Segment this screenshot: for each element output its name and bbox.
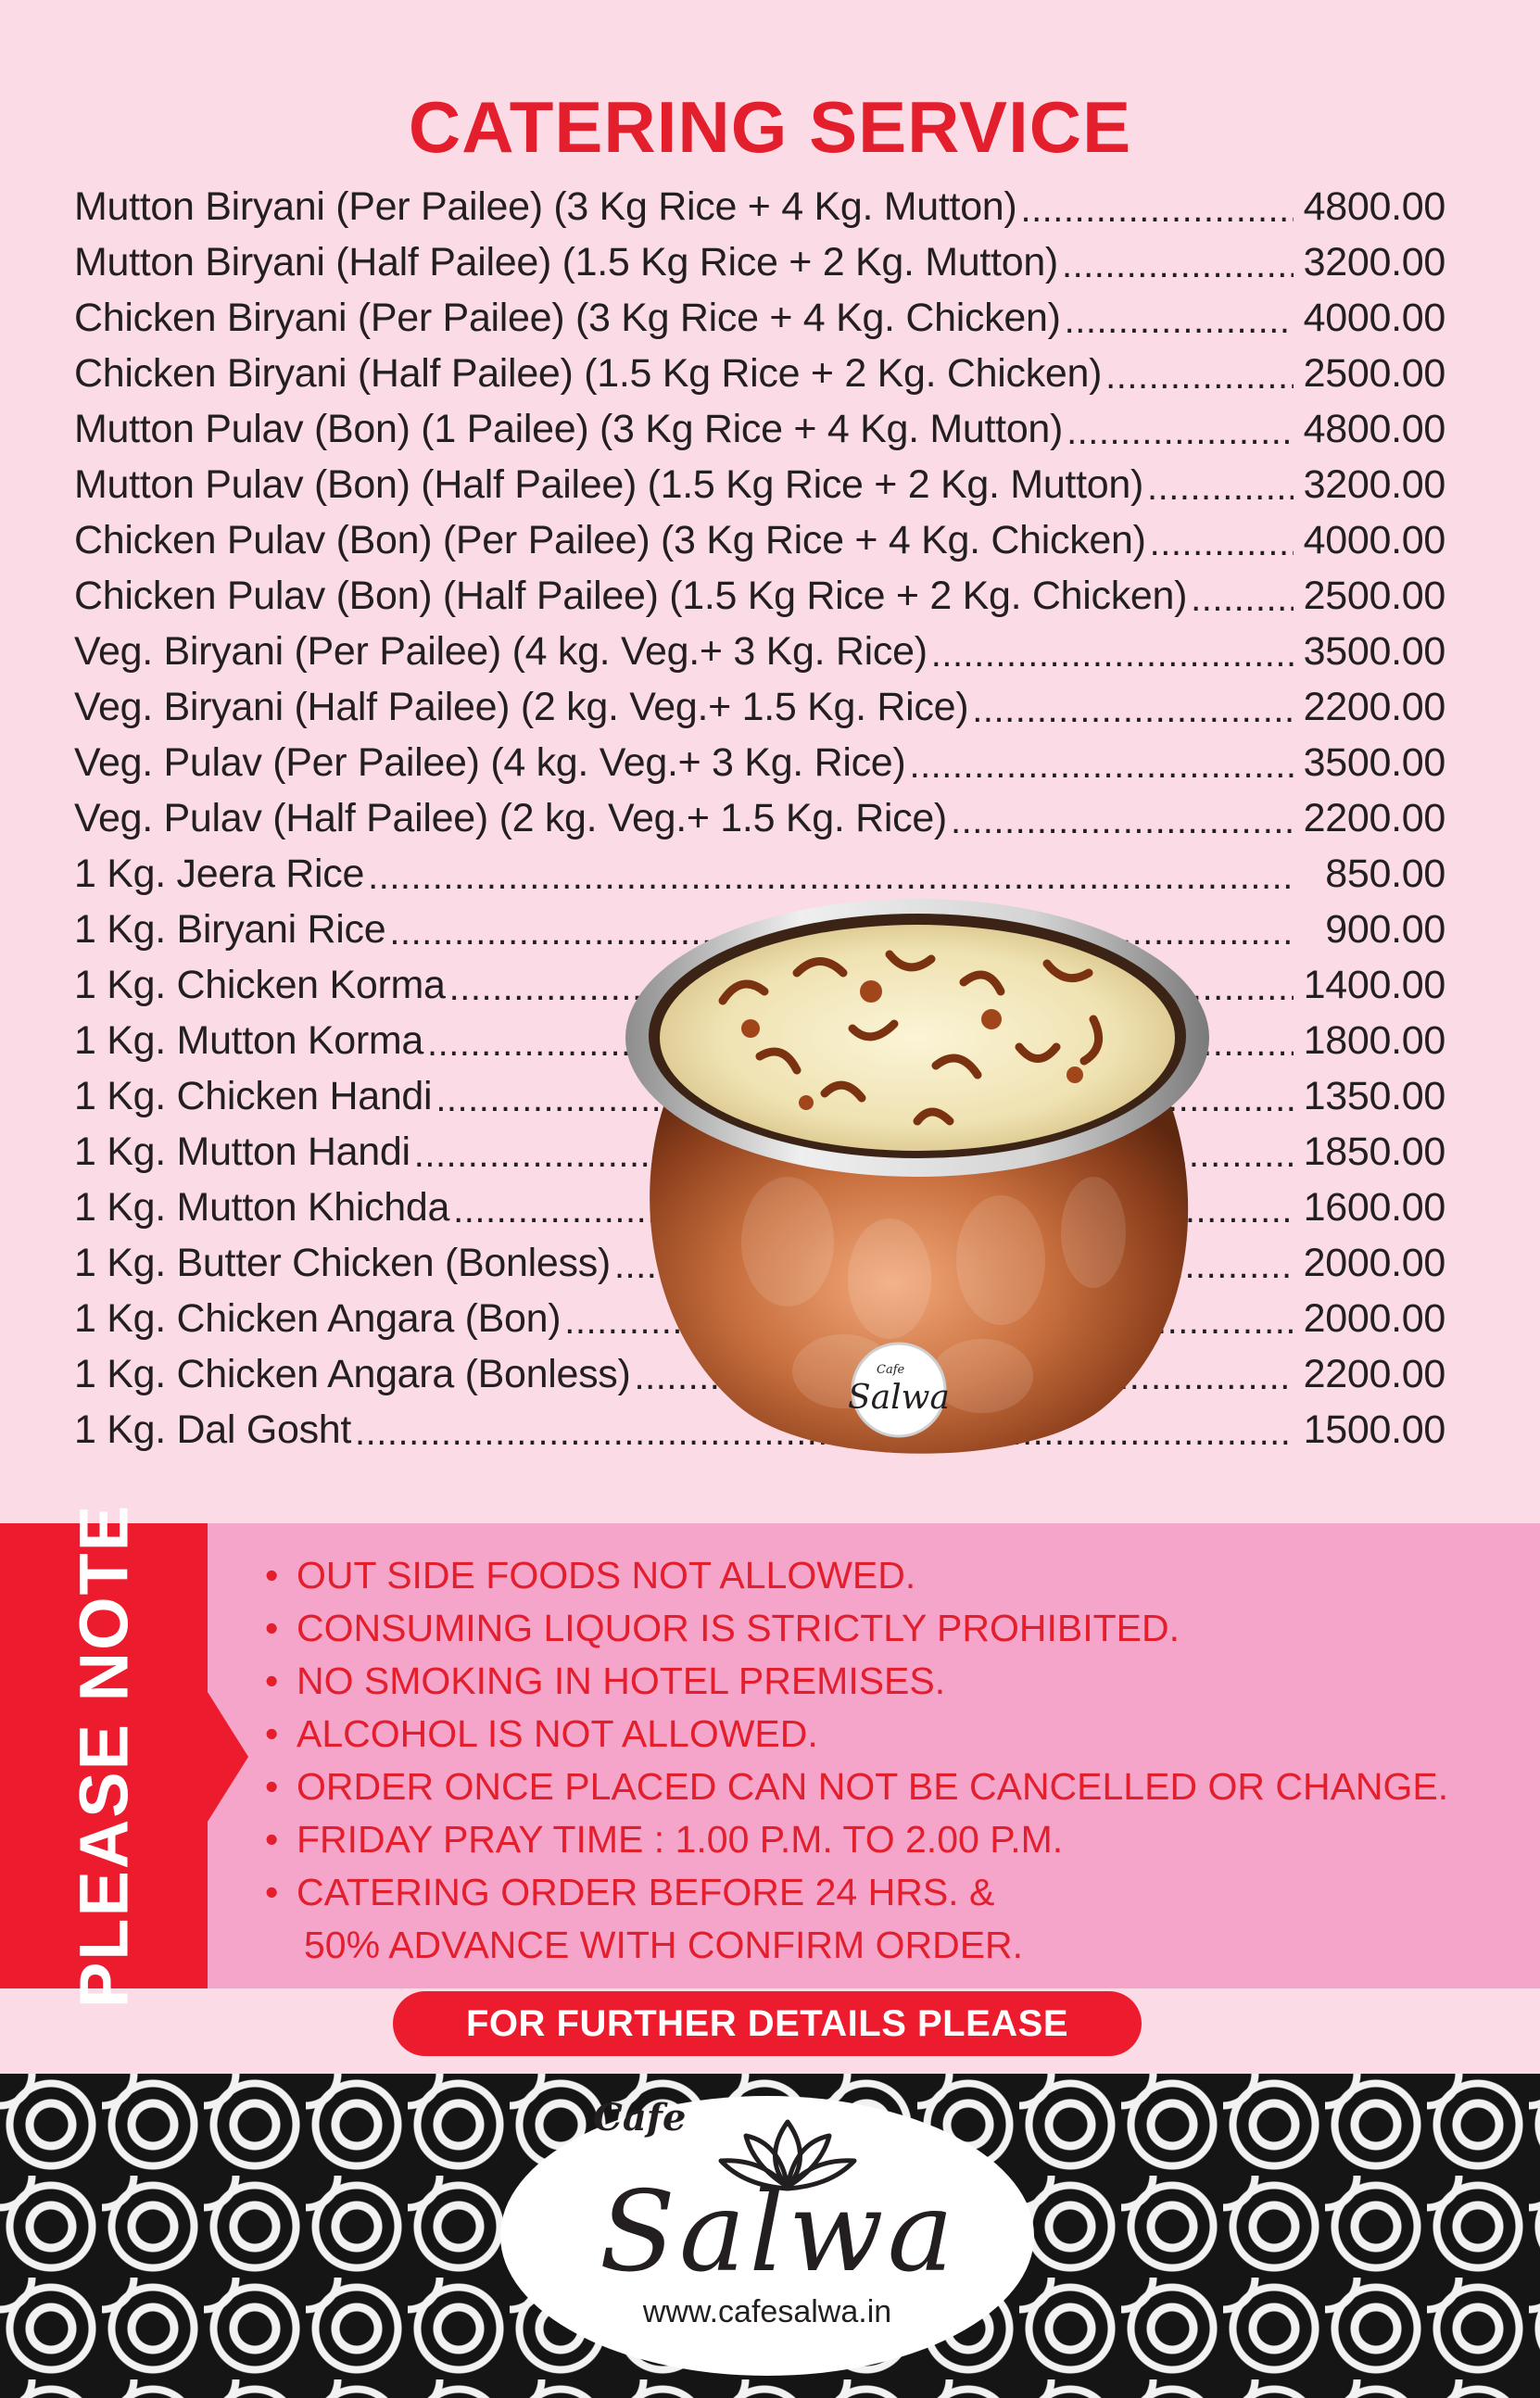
- menu-item: [74, 730, 1445, 786]
- menu-item-name: Mutton Biryani (Half Pailee) (1.5 Kg Rice + 2 Kg. Mutton): [74, 240, 1058, 284]
- menu-item-price: 4800.00: [1303, 407, 1445, 451]
- biryani-pot-image: [612, 890, 1223, 1483]
- menu-item: [74, 841, 1445, 897]
- menu-item-name: 1 Kg. Biryani Rice: [74, 907, 386, 952]
- rule-item: • FRIDAY PRAY TIME : 1.00 P.M. TO 2.00 P.M.: [265, 1813, 1448, 1866]
- menu-item-name: 1 Kg. Chicken Angara (Bonless): [74, 1352, 631, 1396]
- menu-item-price: 4000.00: [1303, 518, 1445, 562]
- rule-item: • ALCOHOL IS NOT ALLOWED.: [265, 1708, 1448, 1761]
- menu-item-name: 1 Kg. Mutton Khichda: [74, 1185, 450, 1230]
- rule-item: • ORDER ONCE PLACED CAN NOT BE CANCELLED OR CHANGE.: [265, 1761, 1448, 1813]
- menu-item: [74, 174, 1445, 230]
- menu-item-name: 1 Kg. Mutton Korma: [74, 1018, 424, 1063]
- menu-item: [74, 230, 1445, 285]
- menu-item-name: Chicken Pulav (Bon) (Per Pailee) (3 Kg Rice + 4 Kg. Chicken): [74, 518, 1146, 562]
- rules-list: [265, 1549, 1448, 1972]
- please-note-arrow: [208, 1692, 248, 1822]
- menu-item-price: 2000.00: [1303, 1241, 1445, 1285]
- menu-item-price: 2000.00: [1303, 1296, 1445, 1341]
- dot-leader: [951, 801, 1294, 841]
- menu-item-price: 3200.00: [1303, 240, 1445, 284]
- menu-item-price: 2200.00: [1303, 796, 1445, 840]
- dot-leader: [1147, 467, 1294, 508]
- menu-item-price: 2200.00: [1303, 1352, 1445, 1396]
- dot-leader: [1105, 356, 1294, 397]
- menu-item-name: Veg. Pulav (Half Pailee) (2 kg. Veg.+ 1.5 Kg. Rice): [74, 796, 947, 840]
- dot-leader: [972, 689, 1294, 730]
- rule-item: • CONSUMING LIQUOR IS STRICTLY PROHIBITED.: [265, 1602, 1448, 1655]
- logo-brand-text: Salwa: [599, 2168, 958, 2297]
- menu-item-name: 1 Kg. Chicken Handi: [74, 1074, 433, 1118]
- rule-item: • OUT SIDE FOODS NOT ALLOWED.: [265, 1549, 1448, 1602]
- pot-badge-brand: Salwa: [848, 1379, 950, 1417]
- menu-item-price: 3200.00: [1303, 462, 1445, 507]
- menu-item-name: 1 Kg. Jeera Rice: [74, 852, 365, 896]
- menu-item-price: 4800.00: [1303, 184, 1445, 229]
- menu-item-name: 1 Kg. Butter Chicken (Bonless): [74, 1241, 611, 1285]
- menu-item-name: Veg. Pulav (Per Pailee) (4 kg. Veg.+ 3 Kg. Rice): [74, 740, 906, 785]
- rule-item-continuation: 50% ADVANCE WITH CONFIRM ORDER.: [304, 1924, 1024, 1966]
- menu-item-price: 1500.00: [1303, 1407, 1445, 1452]
- menu-item-price: 1850.00: [1303, 1130, 1445, 1174]
- menu-item: [74, 452, 1445, 508]
- dot-leader: [1191, 578, 1294, 619]
- menu-item-price: 1400.00: [1303, 963, 1445, 1007]
- menu-item-name: 1 Kg. Dal Gosht: [74, 1407, 352, 1452]
- menu-item-name: 1 Kg. Chicken Korma: [74, 963, 446, 1007]
- menu-item-name: Veg. Biryani (Per Pailee) (4 kg. Veg.+ 3 Kg. Rice): [74, 629, 928, 674]
- menu-item: [74, 508, 1445, 563]
- menu-item-name: Veg. Biryani (Half Pailee) (2 kg. Veg.+ 1.5 Kg. Rice): [74, 685, 969, 729]
- dot-leader: [1065, 300, 1294, 341]
- menu-item-name: 1 Kg. Mutton Handi: [74, 1130, 410, 1174]
- website-url: www.cafesalwa.in: [642, 2294, 892, 2329]
- menu-item-name: Mutton Pulav (Bon) (Half Pailee) (1.5 Kg Rice + 2 Kg. Mutton): [74, 462, 1143, 507]
- menu-item-name: Mutton Pulav (Bon) (1 Pailee) (3 Kg Rice + 4 Kg. Mutton): [74, 407, 1064, 451]
- page-title: CATERING SERVICE: [408, 86, 1132, 168]
- menu-item: [74, 285, 1445, 341]
- menu-item: [74, 341, 1445, 397]
- contact-banner: FOR FURTHER DETAILS PLEASE: [393, 1991, 1142, 2056]
- menu-item-name: Chicken Biryani (Half Pailee) (1.5 Kg Rice + 2 Kg. Chicken): [74, 351, 1103, 396]
- menu-item-name: Mutton Biryani (Per Pailee) (3 Kg Rice + 4 Kg. Mutton): [74, 184, 1017, 229]
- menu-item-name: Chicken Pulav (Bon) (Half Pailee) (1.5 Kg Rice + 2 Kg. Chicken): [74, 574, 1188, 618]
- menu-item: [74, 675, 1445, 730]
- menu-item: [74, 563, 1445, 619]
- menu-item-price: 2500.00: [1303, 351, 1445, 396]
- menu-item-price: 2500.00: [1303, 574, 1445, 618]
- dot-leader: [1150, 523, 1294, 563]
- menu-item-price: 3500.00: [1303, 629, 1445, 674]
- menu-item-price: 4000.00: [1303, 296, 1445, 340]
- menu-item-price: 1350.00: [1303, 1074, 1445, 1118]
- menu-item-price: 2200.00: [1303, 685, 1445, 729]
- menu-item-name: 1 Kg. Chicken Angara (Bon): [74, 1296, 562, 1341]
- menu-item-name: Chicken Biryani (Per Pailee) (3 Kg Rice + 4 Kg. Chicken): [74, 296, 1061, 340]
- menu-item-price: 850.00: [1325, 852, 1445, 896]
- dot-leader: [1062, 245, 1294, 285]
- menu-item-price: 1800.00: [1303, 1018, 1445, 1063]
- menu-item-price: 1600.00: [1303, 1185, 1445, 1230]
- dot-leader: [909, 745, 1294, 786]
- dot-leader: [931, 634, 1294, 675]
- menu-item: [74, 619, 1445, 675]
- pot-badge-cafe: Cafe: [877, 1363, 905, 1377]
- menu-item: [74, 786, 1445, 841]
- dot-leader: [1067, 411, 1294, 452]
- rule-item: • CATERING ORDER BEFORE 24 HRS. &: [265, 1866, 1448, 1919]
- menu-item-price: 900.00: [1325, 907, 1445, 952]
- menu-item-price: 3500.00: [1303, 740, 1445, 785]
- please-note-label: PLEASE NOTE: [65, 1503, 143, 2009]
- rule-item: • NO SMOKING IN HOTEL PREMISES.: [265, 1655, 1448, 1708]
- menu-item: [74, 397, 1445, 452]
- dot-leader: [1020, 189, 1294, 230]
- logo-cafe-text: Cafe: [593, 2096, 687, 2139]
